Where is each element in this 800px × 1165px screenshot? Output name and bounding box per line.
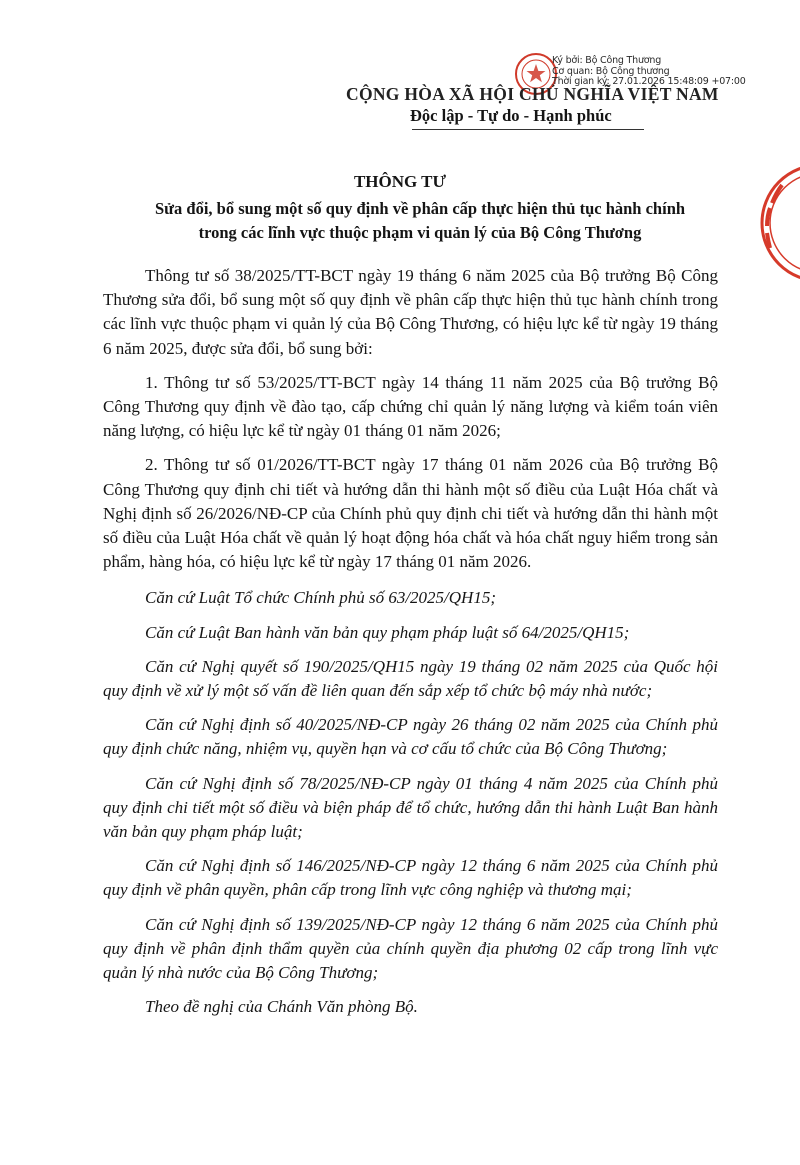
legal-basis-2: Căn cứ Luật Ban hành văn bản quy phạm pháp luật số 64/2025/QH15; bbox=[145, 622, 630, 642]
amendment-item-2: 2. Thông tư số 01/2026/TT-BCT ngày 17 tháng 01 năm 2026 của Bộ trưởng Bộ Công Thương quy định chi tiết và hướng dẫn thi hành một số điều của Luật Hóa chất và Nghị định số 26/2026/NĐ-CP của Chính phủ quy định chi tiết và hướng dẫn thi hành một số điều của Luật Hóa chất về quản lý hoạt động hóa chất và hóa chất nguy hiểm trong sản phẩm, hàng hóa, có hiệu lực kể từ ngày 17 tháng 01 năm 2026. bbox=[103, 455, 718, 572]
digital-signature-info bbox=[552, 56, 746, 88]
document-subtitle-line-2: trong các lĩnh vực thuộc phạm vi quản lý của Bộ Công Thương bbox=[198, 223, 642, 242]
legal-basis-7: Căn cứ Nghị định số 139/2025/NĐ-CP ngày 12 tháng 6 năm 2025 của Chính phủ quy định về phân định thẩm quyền của chính quyền địa phương 02 cấp trong lĩnh vực quản lý nhà nước của Bộ Công Thương; bbox=[103, 914, 718, 983]
legal-basis-5: Căn cứ Nghị định số 78/2025/NĐ-CP ngày 01 tháng 4 năm 2025 của Chính phủ quy định chi tiết một số điều và biện pháp để tổ chức, hướng dẫn thi hành Luật Ban hành văn bản quy phạm pháp luật; bbox=[103, 773, 718, 842]
document-subtitle-line-1: Sửa đổi, bổ sung một số quy định về phân cấp thực hiện thủ tục hành chính bbox=[154, 199, 686, 218]
proposal-line: Theo đề nghị của Chánh Văn phòng Bộ. bbox=[145, 997, 418, 1017]
legal-basis-1: Căn cứ Luật Tổ chức Chính phủ số 63/2025/QH15; bbox=[145, 588, 496, 608]
signature-agency: Cơ quan: Bộ Công thương bbox=[552, 65, 670, 77]
red-stamp-icon bbox=[758, 148, 800, 298]
motto-underline bbox=[412, 129, 644, 130]
amendment-item-1: 1. Thông tư số 53/2025/TT-BCT ngày 14 tháng 11 năm 2025 của Bộ trưởng Bộ Công Thương quy định về đào tạo, cấp chứng chỉ quản lý năng lượng và kiểm toán viên năng lượng, có hiệu lực kể từ ngày 01 tháng 01 năm 2026; bbox=[103, 372, 718, 441]
national-motto: Độc lập - Tự do - Hạnh phúc bbox=[410, 106, 612, 125]
legal-basis-3: Căn cứ Nghị quyết số 190/2025/QH15 ngày 19 tháng 02 năm 2025 của Quốc hội quy định về xử lý một số vấn đề liên quan đến sắp xếp tổ chức bộ máy nhà nước; bbox=[103, 656, 718, 701]
national-title: CỘNG HÒA XÃ HỘI CHỦ NGHĨA VIỆT NAM bbox=[346, 84, 719, 104]
signature-time: Thời gian ký: 27.01.2026 15:48:09 +07:00 bbox=[552, 76, 746, 87]
intro-paragraph: Thông tư số 38/2025/TT-BCT ngày 19 tháng 6 năm 2025 của Bộ trưởng Bộ Công Thương sửa đổi, bổ sung một số quy định về phân cấp thực hiện thủ tục hành chính trong các lĩnh vực thuộc phạm vi quản lý của Bộ Công Thương, có hiệu lực kể từ ngày 19 tháng 6 năm 2025, được sửa đổi, bổ sung bởi: bbox=[103, 266, 718, 358]
document-type: THÔNG TƯ bbox=[353, 172, 447, 191]
signature-signer: Ký bởi: Bộ Công Thương bbox=[552, 55, 662, 66]
legal-basis-6: Căn cứ Nghị định số 146/2025/NĐ-CP ngày 12 tháng 6 năm 2025 của Chính phủ quy định về phân quyền, phân cấp trong lĩnh vực công nghiệp và thương mại; bbox=[103, 856, 718, 900]
legal-basis-4: Căn cứ Nghị định số 40/2025/NĐ-CP ngày 26 tháng 02 năm 2025 của Chính phủ quy định chức năng, nhiệm vụ, quyền hạn và cơ cấu tổ chức của Bộ Công Thương; bbox=[103, 715, 718, 759]
document-body bbox=[103, 264, 718, 1029]
